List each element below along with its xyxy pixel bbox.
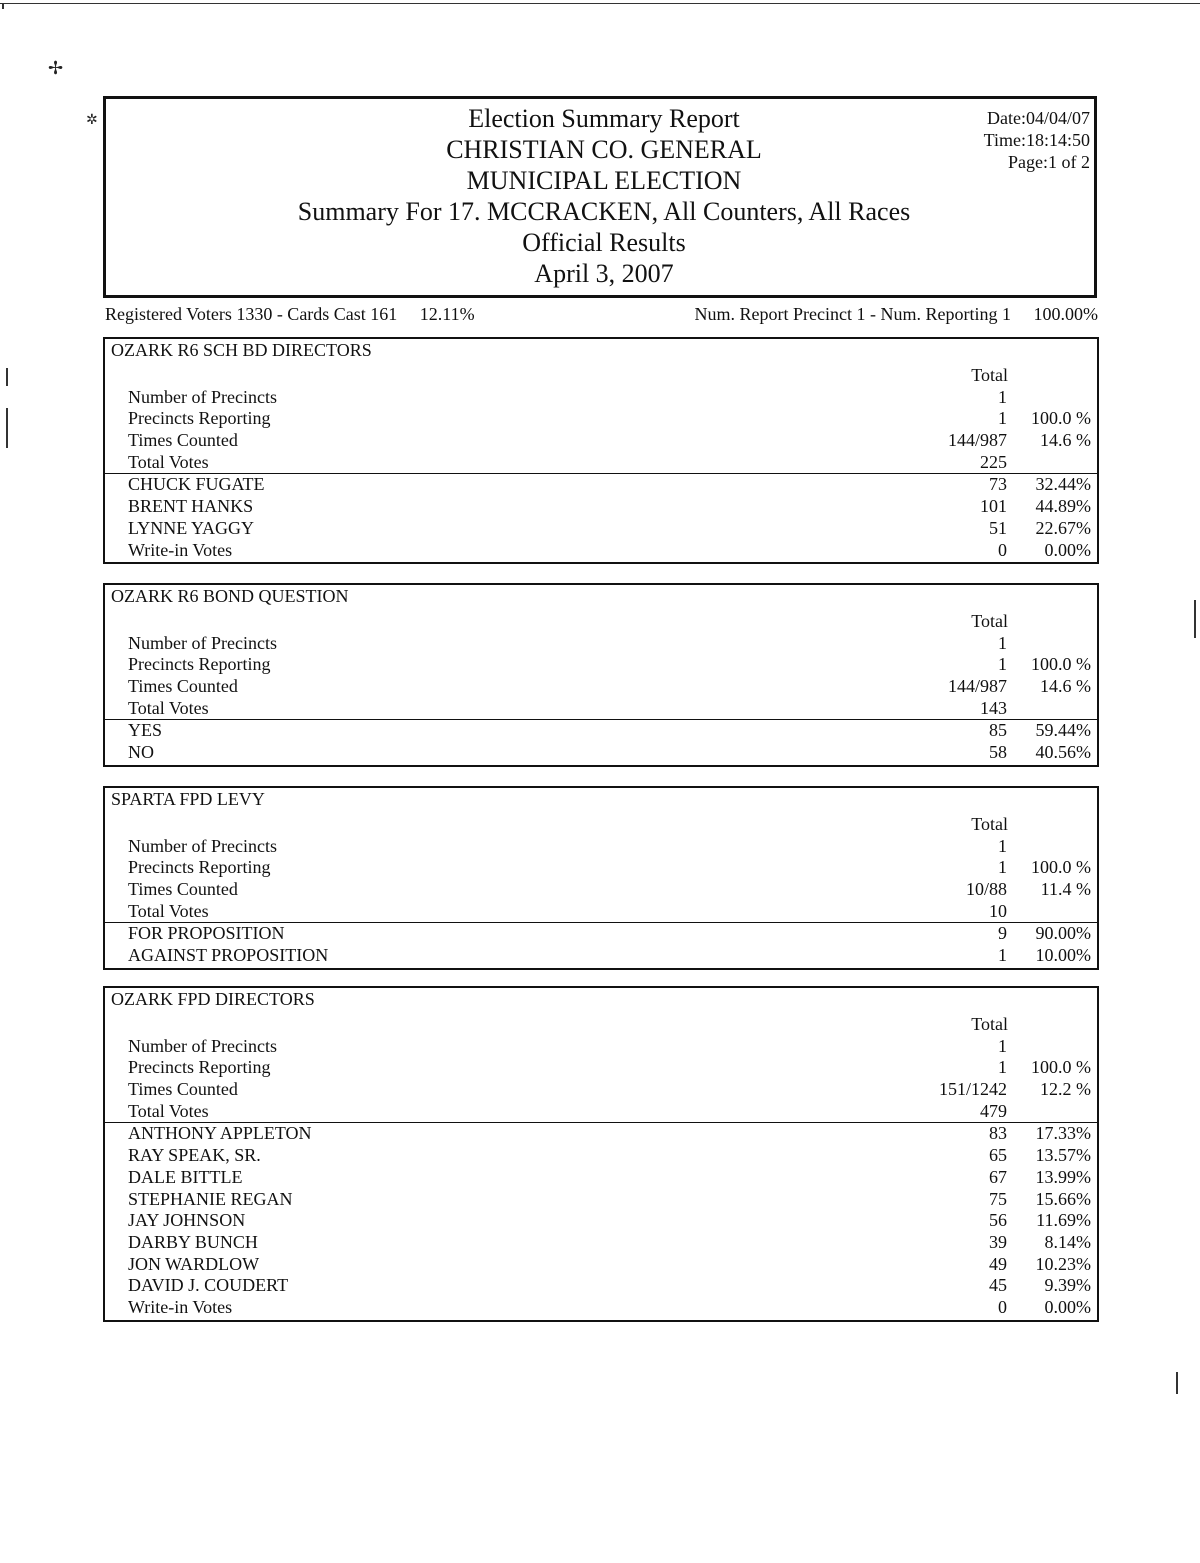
- candidate-row: [105, 1189, 1097, 1211]
- row-label: Total Votes: [128, 1100, 209, 1121]
- row-value: 1: [998, 1057, 1007, 1078]
- row-percent: 100.0 %: [1031, 654, 1091, 675]
- row-value: 144/987: [947, 676, 1007, 697]
- row-label: CHUCK FUGATE: [128, 474, 265, 495]
- candidate-row: [105, 540, 1097, 562]
- row-label: RAY SPEAK, SR.: [128, 1145, 261, 1166]
- race-table: [105, 365, 1097, 561]
- summary-row: [105, 1057, 1097, 1079]
- row-label: Number of Precincts: [128, 835, 277, 856]
- row-value: 1: [998, 835, 1007, 856]
- row-percent: 22.67%: [1035, 517, 1091, 538]
- row-value: 1: [998, 632, 1007, 653]
- race-total-header-row: [105, 365, 1097, 387]
- report-meta: [984, 107, 1090, 173]
- row-label: DARBY BUNCH: [128, 1231, 258, 1252]
- row-label: YES: [128, 720, 163, 741]
- summary-row: [105, 452, 1097, 475]
- row-value: 1: [998, 1035, 1007, 1056]
- row-value: 83: [989, 1123, 1007, 1144]
- row-percent: 9.39%: [1044, 1275, 1091, 1296]
- row-value: 10: [989, 900, 1007, 921]
- candidate-row: [105, 496, 1097, 518]
- row-value: 1: [998, 945, 1007, 966]
- race-title: OZARK FPD DIRECTORS: [111, 989, 315, 1009]
- row-percent: 0.00%: [1044, 1296, 1091, 1317]
- row-percent: 14.6 %: [1040, 676, 1091, 697]
- row-value: 49: [989, 1253, 1007, 1274]
- report-status: Official Results: [522, 228, 686, 257]
- row-label: Times Counted: [128, 430, 238, 451]
- row-label: Write-in Votes: [128, 1296, 233, 1317]
- summary-row: [105, 387, 1097, 409]
- row-label: Number of Precincts: [128, 1035, 277, 1056]
- race-total-header-row: [105, 814, 1097, 836]
- report-titles: [106, 103, 1102, 289]
- report-title: Election Summary Report: [468, 104, 740, 133]
- candidate-row: [105, 742, 1097, 764]
- summary-row: [105, 1079, 1097, 1101]
- row-label: NO: [128, 742, 154, 763]
- report-time: Time:18:14:50: [983, 130, 1090, 150]
- total-column-header: Total: [971, 814, 1008, 834]
- candidate-row: [105, 518, 1097, 540]
- row-value: 56: [989, 1210, 1007, 1231]
- row-value: 58: [989, 742, 1007, 763]
- race-title: OZARK R6 SCH BD DIRECTORS: [111, 340, 372, 360]
- candidate-row: [105, 1275, 1097, 1297]
- row-value: 75: [989, 1188, 1007, 1209]
- summary-row: [105, 676, 1097, 698]
- race-total-header-row: [105, 611, 1097, 633]
- row-label: Precincts Reporting: [128, 408, 271, 429]
- row-label: Write-in Votes: [128, 539, 233, 560]
- row-label: JAY JOHNSON: [128, 1210, 246, 1231]
- scan-edge-mark: [6, 408, 8, 448]
- row-label: STEPHANIE REGAN: [128, 1188, 293, 1209]
- scan-edge-mark: [1194, 600, 1196, 638]
- race-box: [103, 786, 1099, 970]
- row-label: DAVID J. COUDERT: [128, 1275, 289, 1296]
- scan-top-edge: [0, 0, 1200, 8]
- row-value: 0: [998, 1296, 1007, 1317]
- row-value: 45: [989, 1275, 1007, 1296]
- candidate-row: [105, 1210, 1097, 1232]
- row-value: 65: [989, 1145, 1007, 1166]
- candidate-row: [105, 1167, 1097, 1189]
- row-percent: 44.89%: [1035, 496, 1091, 517]
- summary-row: [105, 633, 1097, 655]
- race-table: [105, 1014, 1097, 1319]
- row-value: 101: [980, 496, 1007, 517]
- row-value: 1: [998, 654, 1007, 675]
- row-value: 51: [989, 517, 1007, 538]
- scan-speck-icon: ✲: [86, 113, 98, 128]
- report-summary-line: Summary For 17. MCCRACKEN, All Counters, All Races: [297, 197, 911, 226]
- summary-row: [105, 857, 1097, 879]
- candidate-row: [105, 945, 1097, 967]
- row-percent: 100.0 %: [1031, 408, 1091, 429]
- row-percent: 13.57%: [1035, 1145, 1091, 1166]
- candidate-row: [105, 720, 1097, 742]
- row-label: BRENT HANKS: [128, 496, 254, 517]
- row-value: 67: [989, 1166, 1007, 1187]
- row-label: Precincts Reporting: [128, 1057, 271, 1078]
- row-label: Times Counted: [128, 1079, 238, 1100]
- candidate-row: [105, 1145, 1097, 1167]
- row-label: Times Counted: [128, 676, 238, 697]
- race-box: [103, 583, 1099, 767]
- row-label: Precincts Reporting: [128, 857, 271, 878]
- race-box: [103, 337, 1099, 564]
- total-column-header: Total: [971, 1014, 1008, 1034]
- row-value: 144/987: [947, 430, 1007, 451]
- row-value: 10/88: [965, 879, 1007, 900]
- summary-row: [105, 408, 1097, 430]
- race-table: [105, 814, 1097, 967]
- summary-row: [105, 879, 1097, 901]
- row-label: JON WARDLOW: [128, 1253, 260, 1274]
- row-percent: 59.44%: [1035, 720, 1091, 741]
- scan-edge-mark: [6, 368, 8, 386]
- row-value: 479: [980, 1100, 1007, 1121]
- row-value: 85: [989, 720, 1007, 741]
- row-label: Total Votes: [128, 451, 209, 472]
- row-percent: 10.00%: [1035, 945, 1091, 966]
- row-label: FOR PROPOSITION: [128, 923, 285, 944]
- row-percent: 11.69%: [1036, 1210, 1091, 1231]
- race-title: SPARTA FPD LEVY: [111, 789, 265, 809]
- row-value: 225: [980, 451, 1007, 472]
- row-value: 1: [998, 386, 1007, 407]
- row-label: LYNNE YAGGY: [128, 517, 255, 538]
- row-percent: 8.14%: [1044, 1231, 1091, 1252]
- summary-row: [105, 1101, 1097, 1124]
- summary-row: [105, 698, 1097, 721]
- row-label: DALE BITTLE: [128, 1166, 243, 1187]
- summary-row: [105, 654, 1097, 676]
- row-label: Number of Precincts: [128, 386, 277, 407]
- race-table: [105, 611, 1097, 764]
- candidate-row: [105, 1297, 1097, 1319]
- row-label: Total Votes: [128, 697, 209, 718]
- row-percent: 14.6 %: [1040, 430, 1091, 451]
- row-label: Precincts Reporting: [128, 654, 271, 675]
- precinct-reporting-stats: Num. Report Precinct 1 - Num. Reporting 1 100.00%: [694, 304, 1098, 324]
- registered-voters-stats: Registered Voters 1330 - Cards Cast 161 12.11%: [105, 304, 475, 324]
- summary-row: [105, 430, 1097, 452]
- row-label: ANTHONY APPLETON: [128, 1123, 312, 1144]
- report-subtitle: MUNICIPAL ELECTION: [466, 166, 742, 195]
- row-percent: 90.00%: [1035, 923, 1091, 944]
- race-box: [103, 986, 1099, 1322]
- report-page: Page:1 of 2: [1008, 152, 1090, 172]
- candidate-row: [105, 1123, 1097, 1145]
- candidate-row: [105, 923, 1097, 945]
- candidate-row: [105, 1254, 1097, 1276]
- row-percent: 32.44%: [1035, 474, 1091, 495]
- summary-row: [105, 836, 1097, 858]
- scan-edge-mark: [1176, 1372, 1178, 1394]
- scan-speck-icon: ✢: [48, 58, 64, 78]
- race-total-header-row: [105, 1014, 1097, 1036]
- summary-row: [105, 901, 1097, 924]
- row-label: AGAINST PROPOSITION: [128, 945, 329, 966]
- race-title: OZARK R6 BOND QUESTION: [111, 586, 349, 606]
- row-value: 151/1242: [938, 1079, 1007, 1100]
- row-percent: 12.2 %: [1040, 1079, 1091, 1100]
- row-percent: 11.4 %: [1040, 879, 1091, 900]
- row-label: Total Votes: [128, 900, 209, 921]
- candidate-row: [105, 1232, 1097, 1254]
- candidate-row: [105, 474, 1097, 496]
- row-percent: 40.56%: [1035, 742, 1091, 763]
- row-label: Times Counted: [128, 879, 238, 900]
- row-percent: 13.99%: [1035, 1166, 1091, 1187]
- row-percent: 0.00%: [1044, 539, 1091, 560]
- row-percent: 10.23%: [1035, 1253, 1091, 1274]
- row-value: 143: [980, 697, 1007, 718]
- total-column-header: Total: [971, 365, 1008, 385]
- row-value: 39: [989, 1231, 1007, 1252]
- total-column-header: Total: [971, 611, 1008, 631]
- row-value: 9: [998, 923, 1007, 944]
- row-percent: 15.66%: [1035, 1188, 1091, 1209]
- row-label: Number of Precincts: [128, 632, 277, 653]
- row-percent: 100.0 %: [1031, 857, 1091, 878]
- row-percent: 100.0 %: [1031, 1057, 1091, 1078]
- row-value: 0: [998, 539, 1007, 560]
- row-value: 1: [998, 857, 1007, 878]
- report-election-date: April 3, 2007: [534, 259, 674, 288]
- row-percent: 17.33%: [1035, 1123, 1091, 1144]
- summary-row: [105, 1036, 1097, 1058]
- row-value: 1: [998, 408, 1007, 429]
- report-date: Date:04/04/07: [987, 108, 1090, 128]
- report-header: [103, 96, 1097, 298]
- row-value: 73: [989, 474, 1007, 495]
- report-subtitle: CHRISTIAN CO. GENERAL: [446, 135, 762, 164]
